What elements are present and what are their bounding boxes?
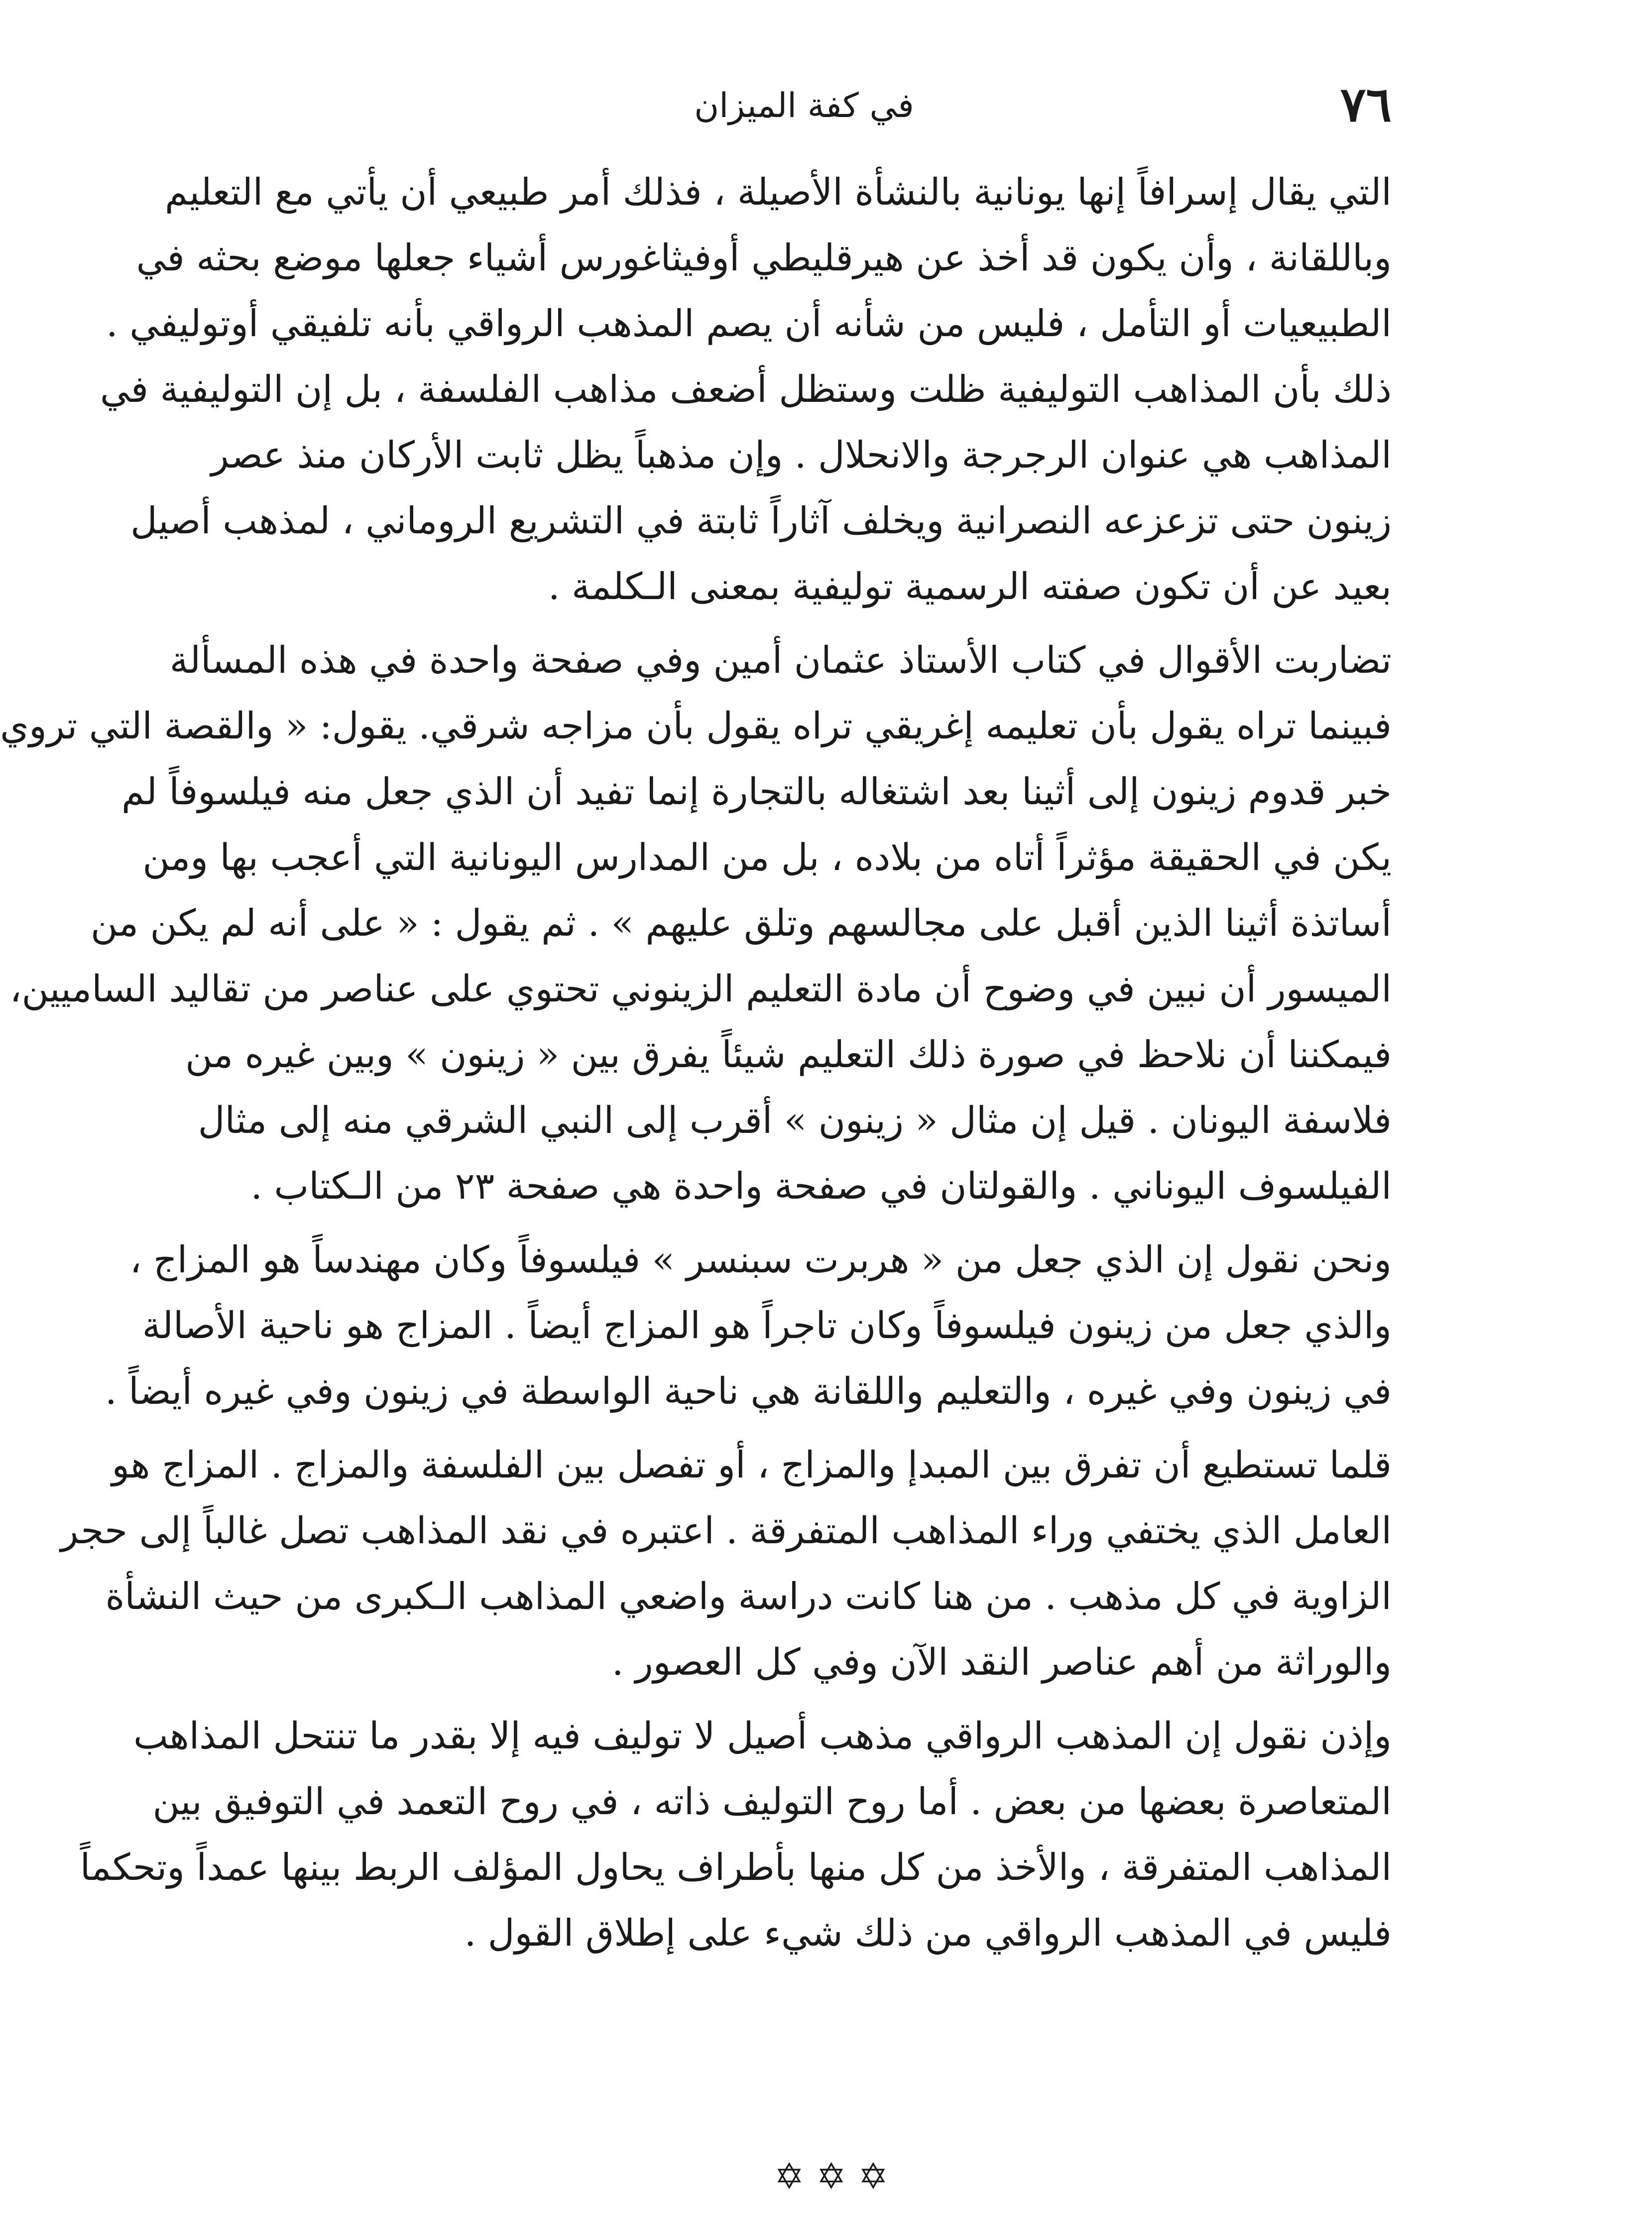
text-line: الفيلسوف اليوناني . والقولتان في صفحة واحدة هي صفحة ٢٣ من الـكتاب . (250, 1165, 1392, 1208)
text-line: في زينون وفي غيره ، والتعليم واللقانة هي ناحية الواسطة في زينون وفي غيره أيضاً . (105, 1370, 1392, 1413)
text-line: الزاوية في كل مذهب . من هنا كانت دراسة واضعي المذاهب الـكبرى من حيث النشأة (105, 1575, 1392, 1618)
star-ornament-icon: ✡✡✡ (774, 2155, 900, 2197)
text-line: المذاهب المتفرقة ، والأخذ من كل منها بأطراف يحاول المؤلف الربط بينها عمداً وتحكماً (80, 1846, 1392, 1889)
text-line: ونحن نقول إن الذي جعل من « هربرت سبنسر » فيلسوفاً وكان مهندساً هو المزاج ، (129, 1238, 1392, 1281)
text-line: فبينما تراه يقول بأن تعليمه إغريقي تراه يقول بأن مزاجه شرقي. يقول: « والقصة التي تروي (0, 705, 1392, 747)
text-line: الميسور أن نبين في وضوح أن مادة التعليم الزينوني تحتوي على عناصر من تقاليد الساميين، (9, 968, 1392, 1010)
page-number: ٧٦ (1340, 76, 1392, 132)
running-title: في كفة الميزان (694, 86, 914, 125)
text-line: خبر قدوم زينون إلى أثينا بعد اشتغاله بالتجارة إنما تفيد أن الذي جعل منه فيلسوفاً لم (121, 770, 1392, 813)
text-line: فيمكننا أن نلاحظ في صورة ذلك التعليم شيئاً يفرق بين « زينون » وبين غيره من (185, 1033, 1392, 1076)
text-line: العامل الذي يختفي وراء المذاهب المتفرقة . اعتبره في نقد المذاهب تصل غالباً إلى حجر (60, 1509, 1392, 1552)
text-line: وإذن نقول إن المذهب الرواقي مذهب أصيل لا توليف فيه إلا بقدر ما تنتحل المذاهب (133, 1715, 1392, 1757)
text-line: بعيد عن أن تكون صفته الرسمية توليفية بمعنى الـكلمة . (548, 565, 1392, 608)
text-line: يكن في الحقيقة مؤثراً أتاه من بلاده ، بل من المدارس اليونانية التي أعجب بها ومن (142, 836, 1392, 879)
text-line: فلاسفة اليونان . قيل إن مثال « زينون » أقرب إلى النبي الشرقي منه إلى مثال (198, 1099, 1392, 1142)
text-line: أساتذة أثينا الذين أقبل على مجالسهم وتلق عليهم » . ثم يقول : « على أنه لم يكن من (91, 902, 1392, 945)
text-line: والوراثة من أهم عناصر النقد الآن وفي كل العصور . (611, 1641, 1392, 1684)
page-header (217, 75, 1392, 134)
text-line: قلما تستطيع أن تفرق بين المبدإ والمزاج ، أو تفصل بين الفلسفة والمزاج . المزاج هو (112, 1444, 1392, 1486)
body-text (0, 159, 1392, 1966)
text-line: التي يقال إسرافاً إنها يونانية بالنشأة الأصيلة ، فذلك أمر طبيعي أن يأتي مع التعليم (164, 171, 1392, 214)
text-line: الطبيعيات أو التأمل ، فليس من شأنه أن يصم المذهب الرواقي بأنه تلفيقي أوتوليفي . (106, 302, 1392, 345)
text-line: زينون حتى تزعزعه النصرانية ويخلف آثاراً ثابتة في التشريع الروماني ، لمذهب أصيل (130, 499, 1392, 542)
text-line: ذلك بأن المذاهب التوليفية ظلت وستظل أضعف مذاهب الفلسفة ، بل إن التوليفية في (100, 368, 1392, 411)
text-line: وباللقانة ، وأن يكون قد أخذ عن هيرقليطي أوفيثاغورس أشياء جعلها موضع بحثه في (136, 237, 1392, 279)
text-line: فليس في المذهب الرواقي من ذلك شيء على إطلاق القول . (464, 1912, 1392, 1955)
paragraph (105, 1227, 1392, 1424)
paragraph (80, 1703, 1392, 1966)
text-line: تضاربت الأقوال في كتاب الأستاذ عثمان أمين وفي صفحة واحدة في هذه المسألة (169, 639, 1392, 682)
text-line: المذاهب هي عنوان الرجرجة والانحلال . وإن مذهباً يظل ثابت الأركان منذ عصر (211, 434, 1392, 477)
text-line: المتعاصرة بعضها من بعض . أما روح التوليف ذاته ، في روح التعمد في التوفيق بين (152, 1780, 1392, 1823)
paragraph (0, 627, 1392, 1219)
paragraph (100, 159, 1392, 619)
text-line: والذي جعل من زينون فيلسوفاً وكان تاجراً هو المزاج أيضاً . المزاج هو ناحية الأصالة (142, 1304, 1392, 1347)
paragraph (60, 1432, 1392, 1695)
